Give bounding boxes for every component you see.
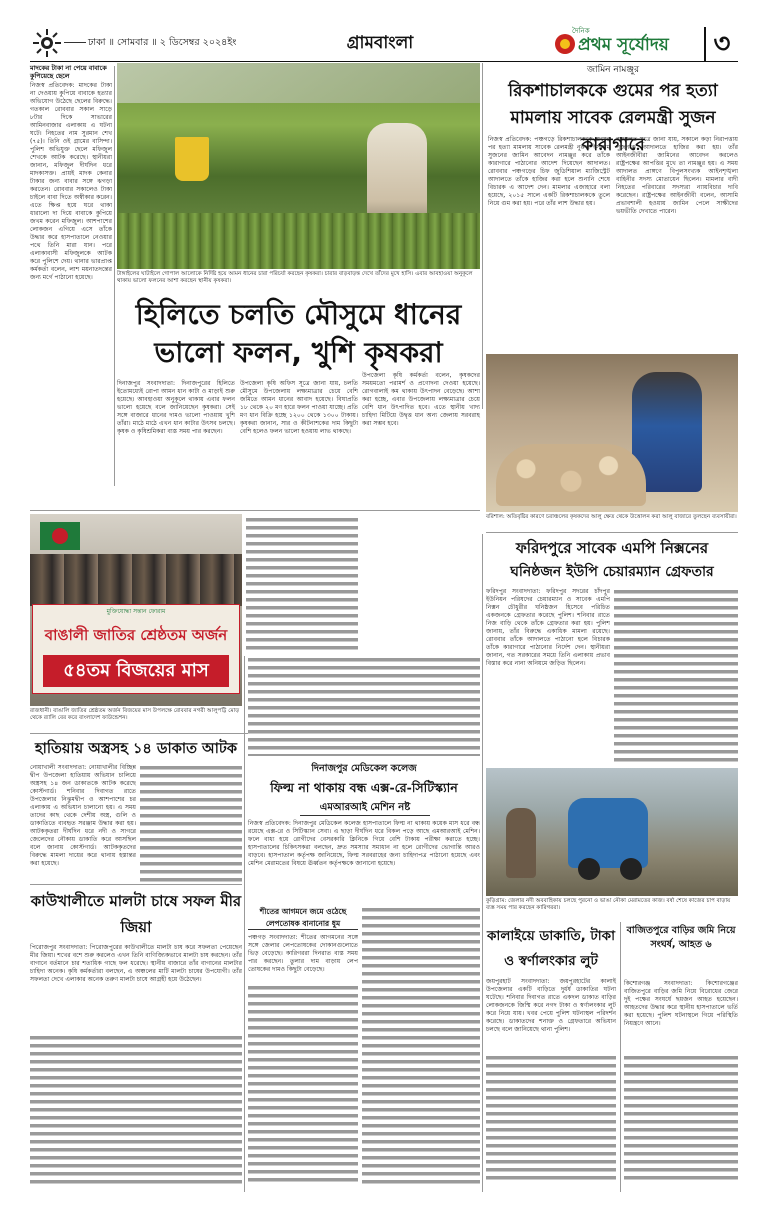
rally-flag-sun (52, 528, 68, 544)
auto-rickshaw (568, 798, 648, 868)
lead-body-3: উপজেলা কৃষি কর্মকর্তা বলেন, কৃষকদের সময়মতো পরামর্শ ও প্রণোদনা দেওয়া হয়েছে। রোগবালাই কম থাকায় উৎপাদন বেড়েছে। আশা করা হচ্ছে, এবার উপজেলায় লক্ষ্যমাত্রার চেয়ে বেশি ধান উৎপাদিত হবে। এতে স্থানীয় খাদ্য চাহিদা মিটিয়ে উদ্বৃত্ত ধান অন্য জেলায় সরবরাহ করা সম্ভব হবে। (362, 372, 480, 427)
faridpur-headline-2: ঘনিষ্ঠজন ইউপি চেয়ারম্যান গ্রেফতার (510, 564, 714, 580)
lead-body-1: দিনাজপুর সংবাদদাতা: দিনাজপুরের হিলিতে ইতোমধ্যেই রোপা আমন ধান কাটা ও মাড়াই শুরু হয়েছে। আবহাওয়া অনুকূলে থাকায় এবার ফলন ভালো হয়েছে বলে জানিয়েছেন কৃষকরা। সেই সঙ্গে বাজারে ধানের দামও ভালো পাওয়ায় খুশি তাঁরা। মাঠে মাঠে এখন ধান কাটার উৎসব চলছে। কৃষক ও কৃষিশ্রমিকরা ব্যস্ত সময় পার করছেন। (117, 380, 235, 435)
divider (30, 884, 242, 885)
dinajpur-intro-lines (248, 656, 480, 756)
greenhouse-roof (117, 63, 480, 103)
bajitpur-headline: বাজিতপুরে বাড়ির জমি নিয়ে সংঘর্ষ, আহত ৬ (626, 925, 736, 950)
dinajpur-kicker: দিনাজপুর মেডিকেল কলেজ (311, 763, 417, 774)
winter-body: পঞ্চগড় সংবাদদাতা: শীতের আগমনের সঙ্গে সঙ্গে জেলার লেপতোষকের দোকানগুলোতে ভিড় বেড়েছে। কারিগররা দিনরাত ব্যস্ত সময় পার করছেন। তুলার দাম বাড়ায় লেপ তোষকের দামও কিছুটা বেড়েছে। (248, 934, 358, 973)
hatia-headline: হাতিয়ায় অস্ত্রসহ ১৪ ডাকাত আটক (35, 741, 237, 757)
jamin-headline: রিকশাচালককে গুমের পর হত্যা মামলায় সাবেক রেলমন্ত্রী সুজন কারাগারে (508, 81, 718, 155)
divider (482, 63, 483, 409)
kalai-body: জয়পুরহাট সংবাদদাতা: জয়পুরহাটের কালাই উপজেলার একটি বাড়িতে দুর্ধর্ষ ডাকাতির ঘটনা ঘটেছে। শনিবার দিবাগত রাতে একদল ডাকাত বাড়ির লোকজনকে জিম্মি করে নগদ টাকা ও স্বর্ণালংকার লুট করে নিয়ে যায়। খবর পেয়ে পুলিশ ঘটনাস্থল পরিদর্শন করেছে। ডাকাতদের শনাক্ত ও গ্রেফতারে অভিযান চলছে বলে জানিয়েছে থানা পুলিশ। (486, 978, 616, 1033)
divider (30, 510, 480, 511)
masthead-rule (30, 61, 738, 62)
divider (620, 922, 621, 1192)
yellow-bucket (175, 137, 209, 181)
sunflower-logo-icon (32, 28, 62, 58)
jamin-kicker: জামিন নামঞ্জুর (586, 65, 640, 75)
section-title: গ্রামবাংলা (346, 33, 414, 53)
seedbed (117, 213, 480, 269)
divider (486, 532, 738, 533)
winter-headline: শীতের আগমনে জমে ওঠেছে লেপতোষক বানানোর ধুম (248, 906, 358, 930)
top-photo-caption: টাঙ্গাইলের ঘাটাইলে গোপাল আলোকে নির্দিষ্ট হয়ে আমন ধানের চারা পরিচর্যা করছেন কৃষকরা। চারার বাড়বাড়ন্ত দেখে তাঁদের মুখে হাসি। এবার আবহাওয়া অনুকূলে থাকায় ভালো ফলনের আশা করছেন স্থানীয় কৃষকরা। (117, 271, 473, 284)
dinajpur-body-continued (362, 906, 480, 1184)
malta-body-continued (30, 1034, 242, 1184)
left-kicker: মাদকের টাকা না পেয়ে বাবাকে কুপিয়েছে ছেলে (30, 64, 107, 80)
potato-pile (496, 444, 646, 506)
masthead-city: ঢাকা (88, 37, 106, 48)
lead-headline: হিলিতে চলতি মৌসুমে ধানের ভালো ফলন, খুশি কৃষকরা (135, 298, 462, 369)
masthead (0, 0, 768, 62)
divider (482, 534, 483, 1192)
masthead-rule-left (64, 42, 86, 43)
malta-body: পিরোজপুর সংবাদদাতা: পিরোজপুরের কাউখালীতে মালটা চাষ করে সফলতা পেয়েছেন মীর জিয়া। শখের বশে শুরু করলেও এখন তিনি বাণিজ্যিকভাবে মালটা চাষ করছেন। তাঁর বাগানে বর্তমানে চার শতাধিক গাছে ফল ধরেছে। স্থানীয় বাজারে তাঁর বাগানের মালটার চাহিদা অনেক। কৃষি কর্মকর্তারা বলছেন, এ অঞ্চলের মাটি মালটা চাষের উপযোগী। তাঁর সফলতা দেখে এলাকার অনেক তরুণ মালটা চাষে আগ্রহী হয়ে উঠেছেন। (30, 944, 242, 983)
paper-prefix: দৈনিক (572, 27, 590, 35)
rally-banner-small: মুক্তিযোদ্ধা সন্তান ফোরাম (106, 608, 166, 615)
paddy-seedling-photo (117, 63, 480, 269)
jamin-body-right: আদালত সূত্রে জানা যায়, সকালে কড়া নিরাপত্তায় সুজনকে আদালতে হাজির করা হয়। তাঁর আইনজীবীরা জামিনের আবেদন করলেও রাষ্ট্রপক্ষের আপত্তির মুখে তা নামঞ্জুর হয়। এ সময় আদালত প্রাঙ্গণে বিপুলসংখ্যক আইনশৃঙ্খলা বাহিনীর সদস্য মোতায়েন ছিলেন। মামলার বাদী নিহতের পরিবারের সদস্যরা ন্যায়বিচার দাবি করেছেন। রাষ্ট্রপক্ষের আইনজীবী বলেন, আসামি প্রভাবশালী হওয়ায় জামিন পেলে সাক্ষীদের ভয়ভীতি দেখাতে পারেন। (616, 136, 738, 215)
hatia-body-continued (140, 764, 242, 882)
faridpur-body: ফরিদপুর সংবাদদাতা: ফরিদপুর সদরের চাঁদপুর ইউনিয়ন পরিষদের চেয়ারম্যান ও সাবেক এমপি নিক্সন চৌধুরীর ঘনিষ্ঠজন হিসেবে পরিচিত একজনকে গ্রেফতার করেছে পুলিশ। শনিবার রাতে নিজ বাড়ি থেকে তাঁকে গ্রেফতার করা হয়। পুলিশ জানায়, তাঁর বিরুদ্ধে একাধিক মামলা রয়েছে। রোববার তাঁকে আদালতে পাঠানো হলে বিচারক তাঁকে কারাগারে পাঠানোর নির্দেশ দেন। স্থানীয়রা জানান, গত সরকারের সময়ে তিনি এলাকায় প্রভাব বিস্তার করে নানা অনিয়মে জড়িত ছিলেন। (486, 588, 610, 667)
rally-banner (32, 604, 240, 694)
paper-name: প্রথম সূর্যোদয় (578, 35, 669, 55)
jamin-body-left: নিজস্ব প্রতিবেদক: পঞ্চগড়ে রিকশাচালককে গুমের পর হত্যা মামলায় সাবেক রেলমন্ত্রী নুরুল ইসলাম সুজনের জামিন আবেদন নামঞ্জুর করে তাঁকে কারাগারে পাঠানোর আদেশ দিয়েছেন আদালত। রোববার পঞ্চগড়ের চিফ জুডিশিয়াল ম্যাজিস্ট্রেট আদালতে তাঁকে হাজির করা হলে শুনানি শেষে বিচারক এ আদেশ দেন। মামলার এজাহারে বলা হয়েছে, ২০১৫ সালে একটি রিকশাচালককে তুলে নিয়ে গুম করা হয়। পরে তাঁর লাশ উদ্ধার হয়। (488, 136, 610, 207)
boat-repair-photo (486, 768, 738, 896)
lead-body-continued (246, 516, 358, 652)
barisal-caption: বরিশাল: অতিবৃষ্টির কারণে চরাঞ্চলের কৃষকদের আলু ক্ষেত থেকে উত্তোলন করা আলু বাজারে তুলছেন ব্যবসায়ীরা। (486, 514, 737, 520)
left-article-body: নিজস্ব প্রতিবেদক: মাদকের টাকা না দেওয়ায় কুপিয়ে বাবাকে হত্যার অভিযোগ উঠেছে ছেলের বিরুদ্ধে। গতকাল রোববার সকাল সাড়ে ৮টার দিকে সাভারের আমিনবাজার এলাকায় এ ঘটনা ঘটে। নিহতের নাম সুরমান শেখ (৭৫)। তিনি ওই গ্রামের বাসিন্দা। পুলিশ অভিযুক্ত ছেলে মফিজুল শেখকে আটক করেছে। স্থানীয়রা জানান, মফিজুল দীর্ঘদিন ধরে মাদকাসক্ত। প্রায়ই মাদক কেনার টাকার জন্য বাবার সঙ্গে ঝগড়া করতেন। রোববার সকালেও টাকা চাইলে বাবা দিতে অস্বীকার করেন। এতে ক্ষিপ্ত হয়ে ঘরে থাকা ধারালো দা দিয়ে বাবাকে কুপিয়ে জখম করেন মফিজুল। আশপাশের লোকজন এগিয়ে এসে তাঁকে উদ্ধার করে হাসপাতালে নেওয়ার পথে তিনি মারা যান। পরে এলাকাবাসী মফিজুলকে আটক করে পুলিশে দেয়। থানার ভারপ্রাপ্ত কর্মকর্তা বলেন, লাশ ময়নাতদন্তের জন্য মর্গে পাঠানো হয়েছে। (30, 82, 112, 281)
rally-banner-line-1: বাঙালী জাতির শ্রেষ্ঠতম অর্জন (44, 626, 228, 644)
faridpur-body-continued (614, 588, 738, 766)
rally-crowd (30, 554, 242, 606)
rally-banner-line-2: ৫৪তম বিজয়ের মাস (43, 655, 229, 687)
dinajpur-body: নিজস্ব প্রতিবেদক: দিনাজপুর মেডিকেল কলেজ হাসপাতালে ফিল্ম না থাকায় কয়েক মাস ধরে বন্ধ রয়েছে এক্স-রে ও সিটিস্ক্যান সেবা। এ ছাড়া দীর্ঘদিন ধরে বিকল পড়ে আছে এমআরআই মেশিন। ফলে বাধ্য হয়ে রোগীদের বেসরকারি ক্লিনিকে গিয়ে বেশি টাকায় পরীক্ষা করাতে হচ্ছে। হাসপাতালের চিকিৎসকরা বলছেন, দ্রুত সমস্যার সমাধান না হলে রোগীদের ভোগান্তি আরও বাড়বে। হাসপাতাল কর্তৃপক্ষ জানিয়েছে, ফিল্ম সরবরাহের জন্য চাহিদাপত্র পাঠানো হয়েছে এবং মেশিন মেরামতের বিষয়ে ঊর্ধ্বতন কর্তৃপক্ষকে জানানো হয়েছে। (248, 820, 480, 867)
kalai-headline: কালাইয়ে ডাকাতি, টাকা ও স্বর্ণালংকার লুট (486, 928, 616, 969)
lead-body-2: উপজেলা কৃষি অফিস সূত্রে জানা যায়, চলতি মৌসুমে উপজেলায় লক্ষ্যমাত্রার চেয়ে বেশি জমিতে আমন ধানের আবাদ হয়েছে। বিঘাপ্রতি ১৮ থেকে ২০ মণ হারে ফলন পাওয়া যাচ্ছে। প্রতি মণ ধান বিক্রি হচ্ছে ১২০০ থেকে ১৩০০ টাকায়। কৃষকরা জানান, সার ও কীটনাশকের দাম কিছুটা বেশি হলেও ফলন ভালো হওয়ায় লাভ থাকছে। (240, 380, 358, 435)
rickshaw-wheel (578, 858, 600, 880)
kalai-body-continued (486, 1054, 616, 1184)
bajitpur-body-continued (624, 1054, 738, 1184)
divider (244, 656, 245, 1192)
kurigram-caption: কুড়িগ্রাম: জেলার নদী অববাহিকায় চলছে পুরনো ও ভাঙা নৌকা মেরামতের কাজ। বর্ষা শেষে কাজের চাপ বাড়ায় ব্যস্ত সময় পার করছেন কারিগররা। (486, 898, 731, 911)
rickshaw-wheel-2 (620, 858, 642, 880)
hatia-body: নোয়াখালী সংবাদদাতা: নোয়াখালীর বিচ্ছিন্ন দ্বীপ উপজেলা হাতিয়ায় অভিযান চালিয়ে অস্ত্রসহ ১৪ জন ডাকাতকে আটক করেছে কোস্টগার্ড। শনিবার দিবাগত রাতে উপজেলার নিঝুমদ্বীপ ও আশপাশের চর এলাকায় এ অভিযান চালানো হয়। এ সময় তাদের কাছ থেকে দেশীয় অস্ত্র, গুলি ও ডাকাতিতে ব্যবহৃত সরঞ্জাম উদ্ধার করা হয়। আটককৃতরা দীর্ঘদিন ধরে নদী ও সাগরে জেলেদের নৌকায় ডাকাতি করে আসছিল বলে জানায় কোস্টগার্ড। আটককৃতদের বিরুদ্ধে মামলা দায়ের করে থানায় হস্তান্তর করা হয়েছে। (30, 764, 136, 867)
masthead-date: ॥ সোমবার ॥ ২ ডিসেম্বর ২০২৪ইং (108, 37, 237, 48)
winter-body-continued (248, 984, 358, 1184)
malta-headline: কাউখালীতে মালটা চাষে সফল মীর জিয়া (30, 892, 242, 936)
potato-market-photo (486, 354, 738, 512)
dinajpur-subheadline: এমআরআই মেশিন নষ্ট (300, 800, 430, 816)
date-line (88, 36, 288, 50)
sun-logo-icon (554, 33, 576, 55)
dinajpur-headline: ফিল্ম না থাকায় বন্ধ এক্স-রে-সিটিস্ক্যান (270, 780, 458, 795)
page-number: ৩ (704, 27, 738, 61)
bajitpur-body: কিশোরগঞ্জ সংবাদদাতা: কিশোরগঞ্জের বাজিতপুরে বাড়ির জমি নিয়ে বিরোধের জেরে দুই পক্ষের সংঘর্ষে ছয়জন আহত হয়েছেন। আহতদের উদ্ধার করে স্থানীয় হাসপাতালে ভর্তি করা হয়েছে। পুলিশ ঘটনাস্থলে গিয়ে পরিস্থিতি নিয়ন্ত্রণে আনে। (624, 980, 738, 1027)
worker-figure (506, 808, 536, 878)
faridpur-headline-1: ফরিদপুরে সাবেক এমপি নিক্সনের (515, 539, 709, 557)
divider (114, 66, 115, 486)
rally-photo (30, 514, 242, 706)
rally-caption: রাজধানী। বাঙালি জাতির শ্রেষ্ঠতম অর্জন বিজয়ের মাস উপলক্ষে রোববার নগরী আলুপট্টি মোড় থেকে র‍্যালি বের করে বাংলাদেশ ফাউন্ডেশন। (30, 708, 240, 721)
